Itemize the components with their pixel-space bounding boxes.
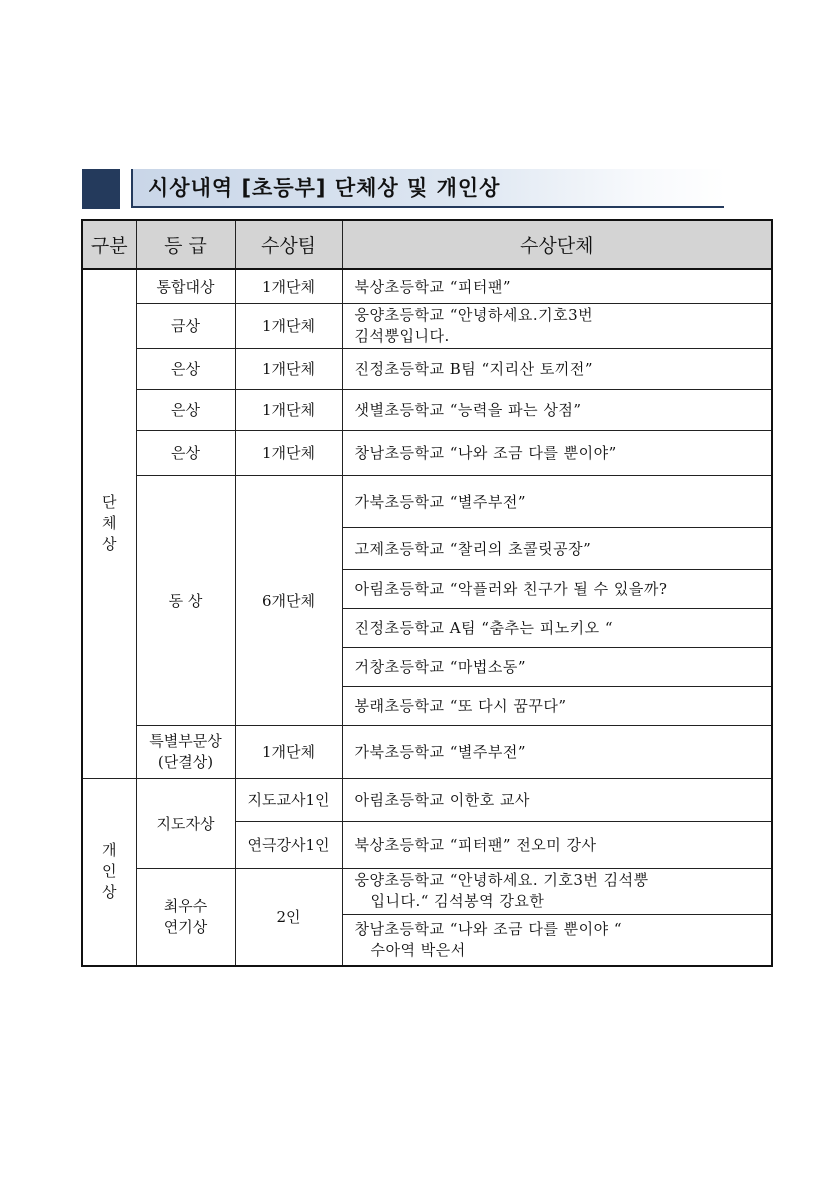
header-grade: 등 급 [136,220,235,269]
winner-cell: 창남초등학교 “나와 조금 다를 뿐이야 “ 수아역 박은서 [342,914,772,966]
table-row [82,725,772,778]
header-category: 구분 [82,220,136,269]
title-accent-block [82,169,120,209]
table-header-row [82,220,772,269]
table-row [82,348,772,389]
count-cell: 1개단체 [235,269,342,303]
grade-cell: 동 상 [136,475,235,725]
grade-cell: 은상 [136,430,235,475]
count-cell: 1개단체 [235,348,342,389]
page-title: 시상내역 [초등부] 단체상 및 개인상 [148,176,501,200]
count-cell: 2인 [235,868,342,966]
winner-cell: 진정초등학교 B팀 “지리산 토끼전” [342,348,772,389]
table-row [82,430,772,475]
count-cell: 1개단체 [235,725,342,778]
winner-cell: 진정초등학교 A팀 “춤추는 피노키오 “ [342,608,772,647]
winner-cell: 봉래초등학교 “또 다시 꿈꾸다” [342,686,772,725]
table-row [82,269,772,303]
winner-cell: 가북초등학교 “별주부전” [342,475,772,527]
winner-cell: 북상초등학교 “피터팬” [342,269,772,303]
count-cell: 1개단체 [235,430,342,475]
winner-cell: 창남초등학교 “나와 조금 다를 뿐이야” [342,430,772,475]
winner-cell: 웅양초등학교 “안녕하세요.기호3번 김석뿡입니다. [342,303,772,348]
winner-cell: 고제초등학교 “찰리의 초콜릿공장” [342,527,772,569]
table-row [82,389,772,430]
grade-cell: 지도자상 [136,778,235,868]
grade-cell: 금상 [136,303,235,348]
table-row [82,475,772,527]
grade-cell: 은상 [136,389,235,430]
count-cell: 연극강사1인 [235,821,342,868]
count-cell: 1개단체 [235,389,342,430]
table-row [82,778,772,821]
winner-cell: 웅양초등학교 “안녕하세요. 기호3번 김석뿡 입니다.“ 김석봉역 강요한 [342,868,772,914]
header-team: 수상팀 [235,220,342,269]
grade-cell: 특별부문상 (단결상) [136,725,235,778]
winner-cell: 거창초등학교 “마법소동” [342,647,772,686]
header-winner: 수상단체 [342,220,772,269]
winner-cell: 아림초등학교 “악플러와 친구가 될 수 있을까? [342,569,772,608]
count-cell: 지도교사1인 [235,778,342,821]
count-cell: 6개단체 [235,475,342,725]
title-underline [131,206,724,208]
awards-table [81,219,773,967]
grade-cell: 최우수 연기상 [136,868,235,966]
count-cell: 1개단체 [235,303,342,348]
winner-cell: 샛별초등학교 “능력을 파는 상점” [342,389,772,430]
winner-cell: 가북초등학교 “별주부전” [342,725,772,778]
group-team-award: 단 체 상 [82,269,136,778]
table-row [82,868,772,914]
grade-cell: 통합대상 [136,269,235,303]
winner-cell: 아림초등학교 이한호 교사 [342,778,772,821]
table-row [82,303,772,348]
grade-cell: 은상 [136,348,235,389]
winner-cell: 북상초등학교 “피터팬” 전오미 강사 [342,821,772,868]
group-individual-award: 개 인 상 [82,778,136,966]
